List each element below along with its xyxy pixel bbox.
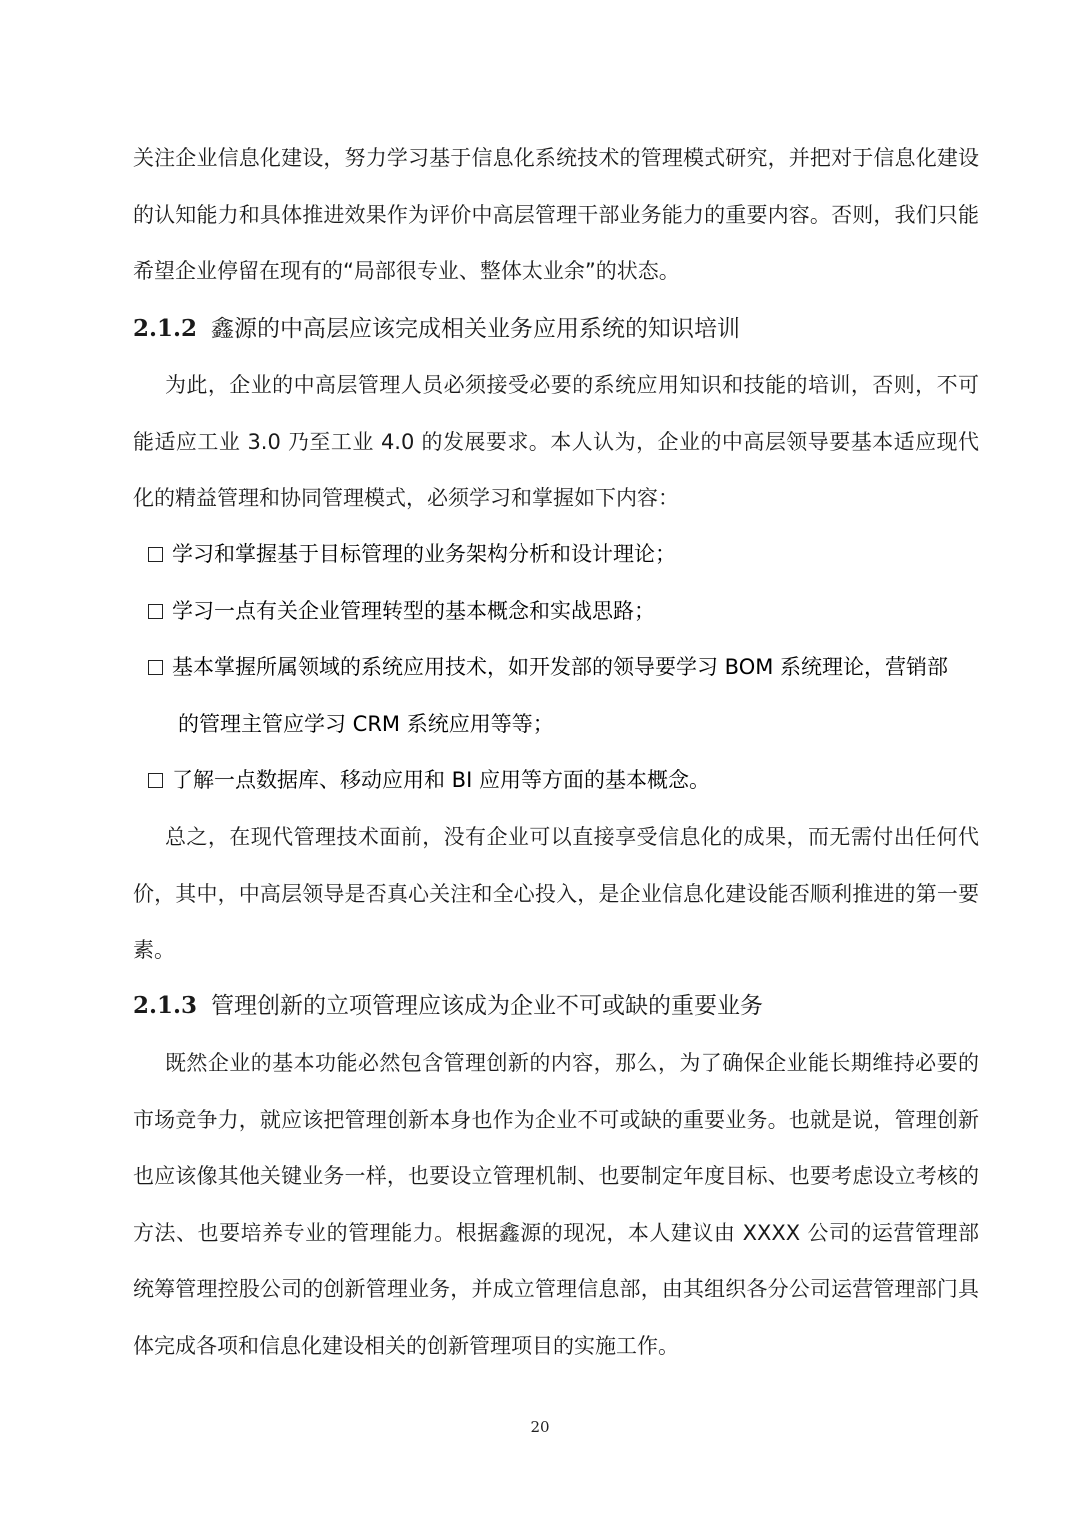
section-number: 2.1.2 [133,315,198,342]
list-item [148,639,978,696]
checkbox-square-icon [148,547,163,562]
paragraph-training [133,357,979,527]
section-title: 鑫源的中高层应该完成相关业务应用系统的知识培训 [211,316,741,342]
checkbox-square-icon [148,660,163,675]
list-item-text: 学习和掌握基于目标管理的业务架构分析和设计理论； [172,542,676,566]
list-item [148,752,978,809]
section-heading-2-1-3 [133,990,979,1022]
paragraph-text: 既然企业的基本功能必然包含管理创新的内容，那么，为了确保企业能长期维持必要的市场竞争力，就应该把管理创新本身也作为企业不可或缺的重要业务。也就是说，管理创新也应该像其他关键业务一样，也要设立管理机制、也要制定年度目标、也要考虑设立考核的方法、也要培养专业的管理能力。根据鑫源的现况，本人建议由 XXXX 公司的运营管理部统筹管理控股公司的创新管理业务，并成立管理信息部，由其组织各分公司运营管理部门具体完成各项和信息化建设相关的创新管理项目的实施工作。 [133,1051,979,1358]
list-item-text: 学习一点有关企业管理转型的基本概念和实战思路； [172,598,655,623]
list-item-text: 了解一点数据库、移动应用和 BI 应用等方面的基本概念。 [172,768,710,792]
section-number: 2.1.3 [133,992,198,1019]
paragraph-conclusion [133,809,979,979]
list-item-continuation [148,696,978,753]
list-item-text: 的管理主管应学习 CRM 系统应用等等； [178,711,554,736]
list-item [148,583,978,640]
paragraph-text: 关注企业信息化建设，努力学习基于信息化系统技术的管理模式研究，并把对于信息化建设的认知能力和具体推进效果作为评价中高层管理干部业务能力的重要内容。否则，我们只能希望企业停留在现有的“局部很专业、整体太业余”的状态。 [133,146,979,283]
page-number: 20 [530,1418,550,1436]
list-item [148,526,978,583]
paragraph-text: 总之，在现代管理技术面前，没有企业可以直接享受信息化的成果，而无需付出任何代价，其中，中高层领导是否真心关注和全心投入，是企业信息化建设能否顺利推进的第一要素。 [133,825,979,962]
section-title: 管理创新的立项管理应该成为企业不可或缺的重要业务 [211,993,764,1019]
paragraph-text: 为此，企业的中高层管理人员必须接受必要的系统应用知识和技能的培训，否则，不可能适应工业 3.0 乃至工业 4.0 的发展要求。本人认为，企业的中高层领导要基本适应现代化的精益管理和协同管理模式，必须学习和掌握如下内容： [133,373,979,510]
paragraph-intro [133,130,979,300]
paragraph-innovation [133,1035,979,1374]
checkbox-square-icon [148,604,163,619]
checkbox-square-icon [148,773,163,788]
bullet-list [148,526,978,809]
list-item-text: 基本掌握所属领域的系统应用技术，如开发部的领导要学习 BOM 系统理论，营销部 [172,655,949,679]
section-heading-2-1-2 [133,313,979,345]
